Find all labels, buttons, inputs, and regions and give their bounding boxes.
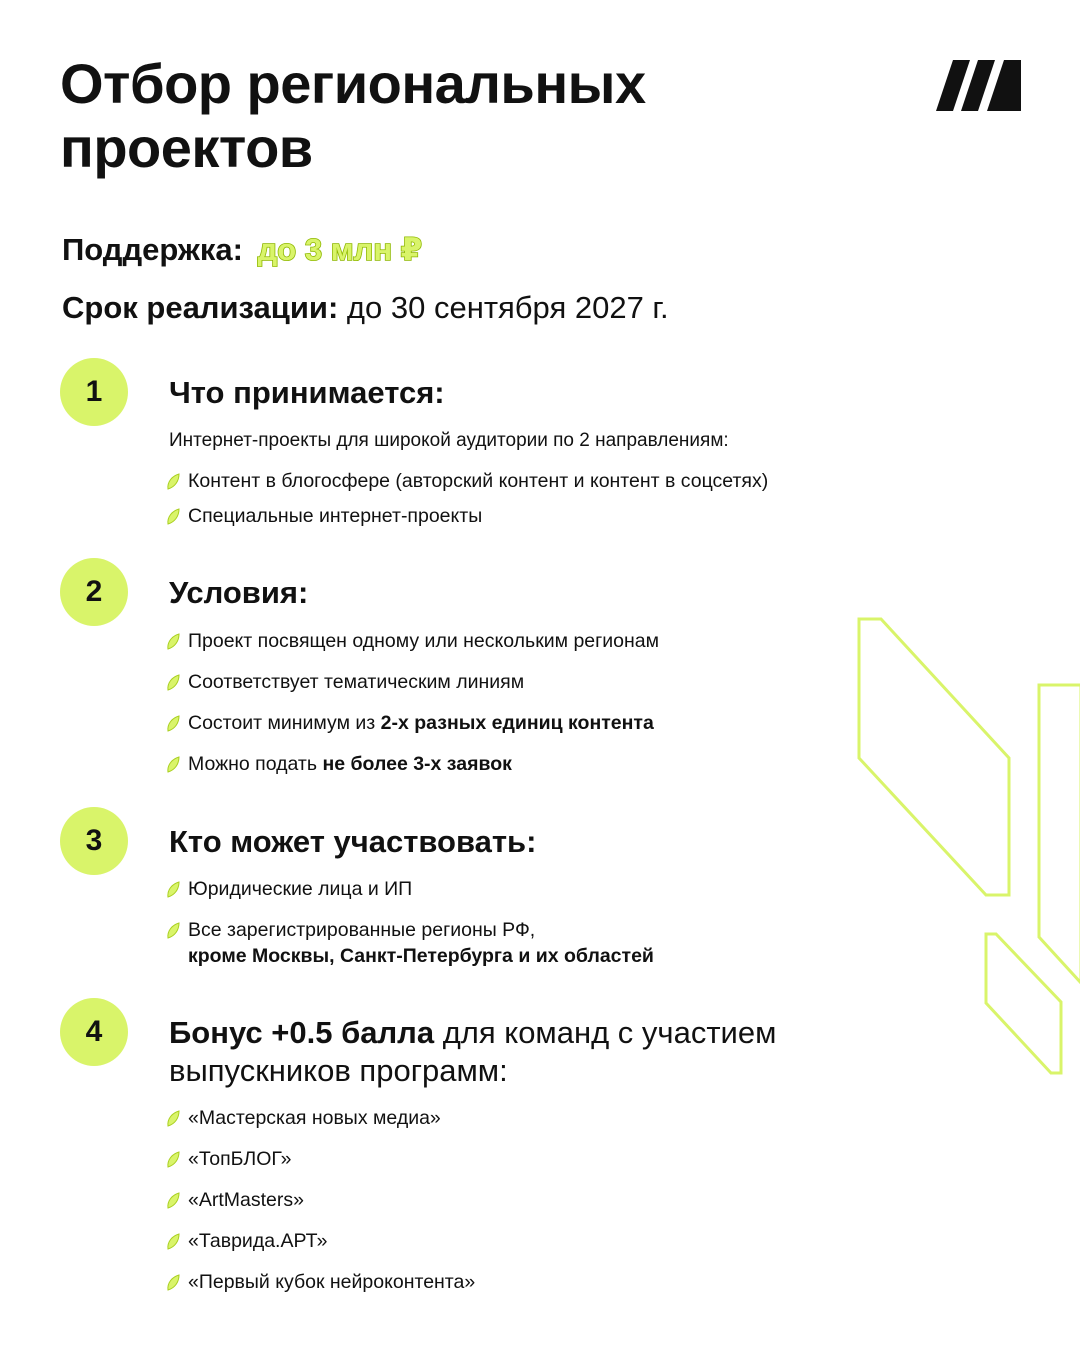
section-heading-4: Бонус +0.5 балла для команд с участием выпускников программ:: [169, 1015, 777, 1088]
term-value: до 30 сентября 2027 г.: [346, 290, 669, 325]
section-list-3: [166, 876, 654, 969]
leaf-bullet-icon: [166, 715, 180, 732]
list-item: «Первый кубок нейроконтента»: [166, 1269, 475, 1295]
section-heading-2: Условия:: [169, 575, 309, 610]
list-item: Проект посвящен одному или нескольким регионам: [166, 628, 659, 654]
leaf-bullet-icon: [166, 881, 180, 898]
list-item: Соответствует тематическим линиям: [166, 669, 659, 695]
leaf-bullet-icon: [166, 1233, 180, 1250]
list-item: Состоит минимум из 2-х разных единиц контента: [166, 710, 659, 736]
leaf-bullet-icon: [166, 1192, 180, 1209]
section-list-4: [166, 1105, 475, 1295]
leaf-bullet-icon: [166, 633, 180, 650]
section-heading-1: Что принимается:: [169, 375, 445, 410]
section-number-3: 3: [60, 807, 128, 875]
section-heading-3: Кто может участвовать:: [169, 824, 537, 859]
term-line: [62, 288, 669, 328]
m-logo-icon: [936, 60, 1021, 111]
list-item: «ТопБЛОГ»: [166, 1146, 475, 1172]
support-label: Поддержка:: [62, 232, 243, 267]
list-item: Специальные интернет-проекты: [166, 503, 768, 529]
leaf-bullet-icon: [166, 922, 180, 939]
support-line: [62, 230, 422, 270]
leaf-bullet-icon: [166, 756, 180, 773]
list-item: «Таврида.АРТ»: [166, 1228, 475, 1254]
section-number-2: 2: [60, 558, 128, 626]
section-number-1: 1: [60, 358, 128, 426]
section-list-1: [166, 468, 768, 529]
list-item: Можно подать не более 3-х заявок: [166, 751, 659, 777]
list-item: Юридические лица и ИП: [166, 876, 654, 902]
list-item: Все зарегистрированные регионы РФ, кроме Москвы, Санкт-Петербурга и их областей: [166, 917, 654, 969]
section-number-4: 4: [60, 998, 128, 1066]
term-label: Срок реализации:: [62, 290, 339, 325]
leaf-bullet-icon: [166, 1110, 180, 1127]
leaf-bullet-icon: [166, 1151, 180, 1168]
leaf-bullet-icon: [166, 1274, 180, 1291]
leaf-bullet-icon: [166, 473, 180, 490]
leaf-bullet-icon: [166, 508, 180, 525]
list-item: «Мастерская новых медиа»: [166, 1105, 475, 1131]
leaf-bullet-icon: [166, 674, 180, 691]
list-item: «ArtMasters»: [166, 1187, 475, 1213]
support-amount: до 3 млн ₽: [257, 232, 423, 267]
section-list-2: [166, 628, 659, 777]
list-item: Контент в блогосфере (авторский контент и контент в соцсетях): [166, 468, 768, 494]
section-intro-1: Интернет-проекты для широкой аудитории по 2 направлениям:: [169, 430, 729, 451]
page-title: Отбор региональных проектов: [60, 52, 646, 179]
